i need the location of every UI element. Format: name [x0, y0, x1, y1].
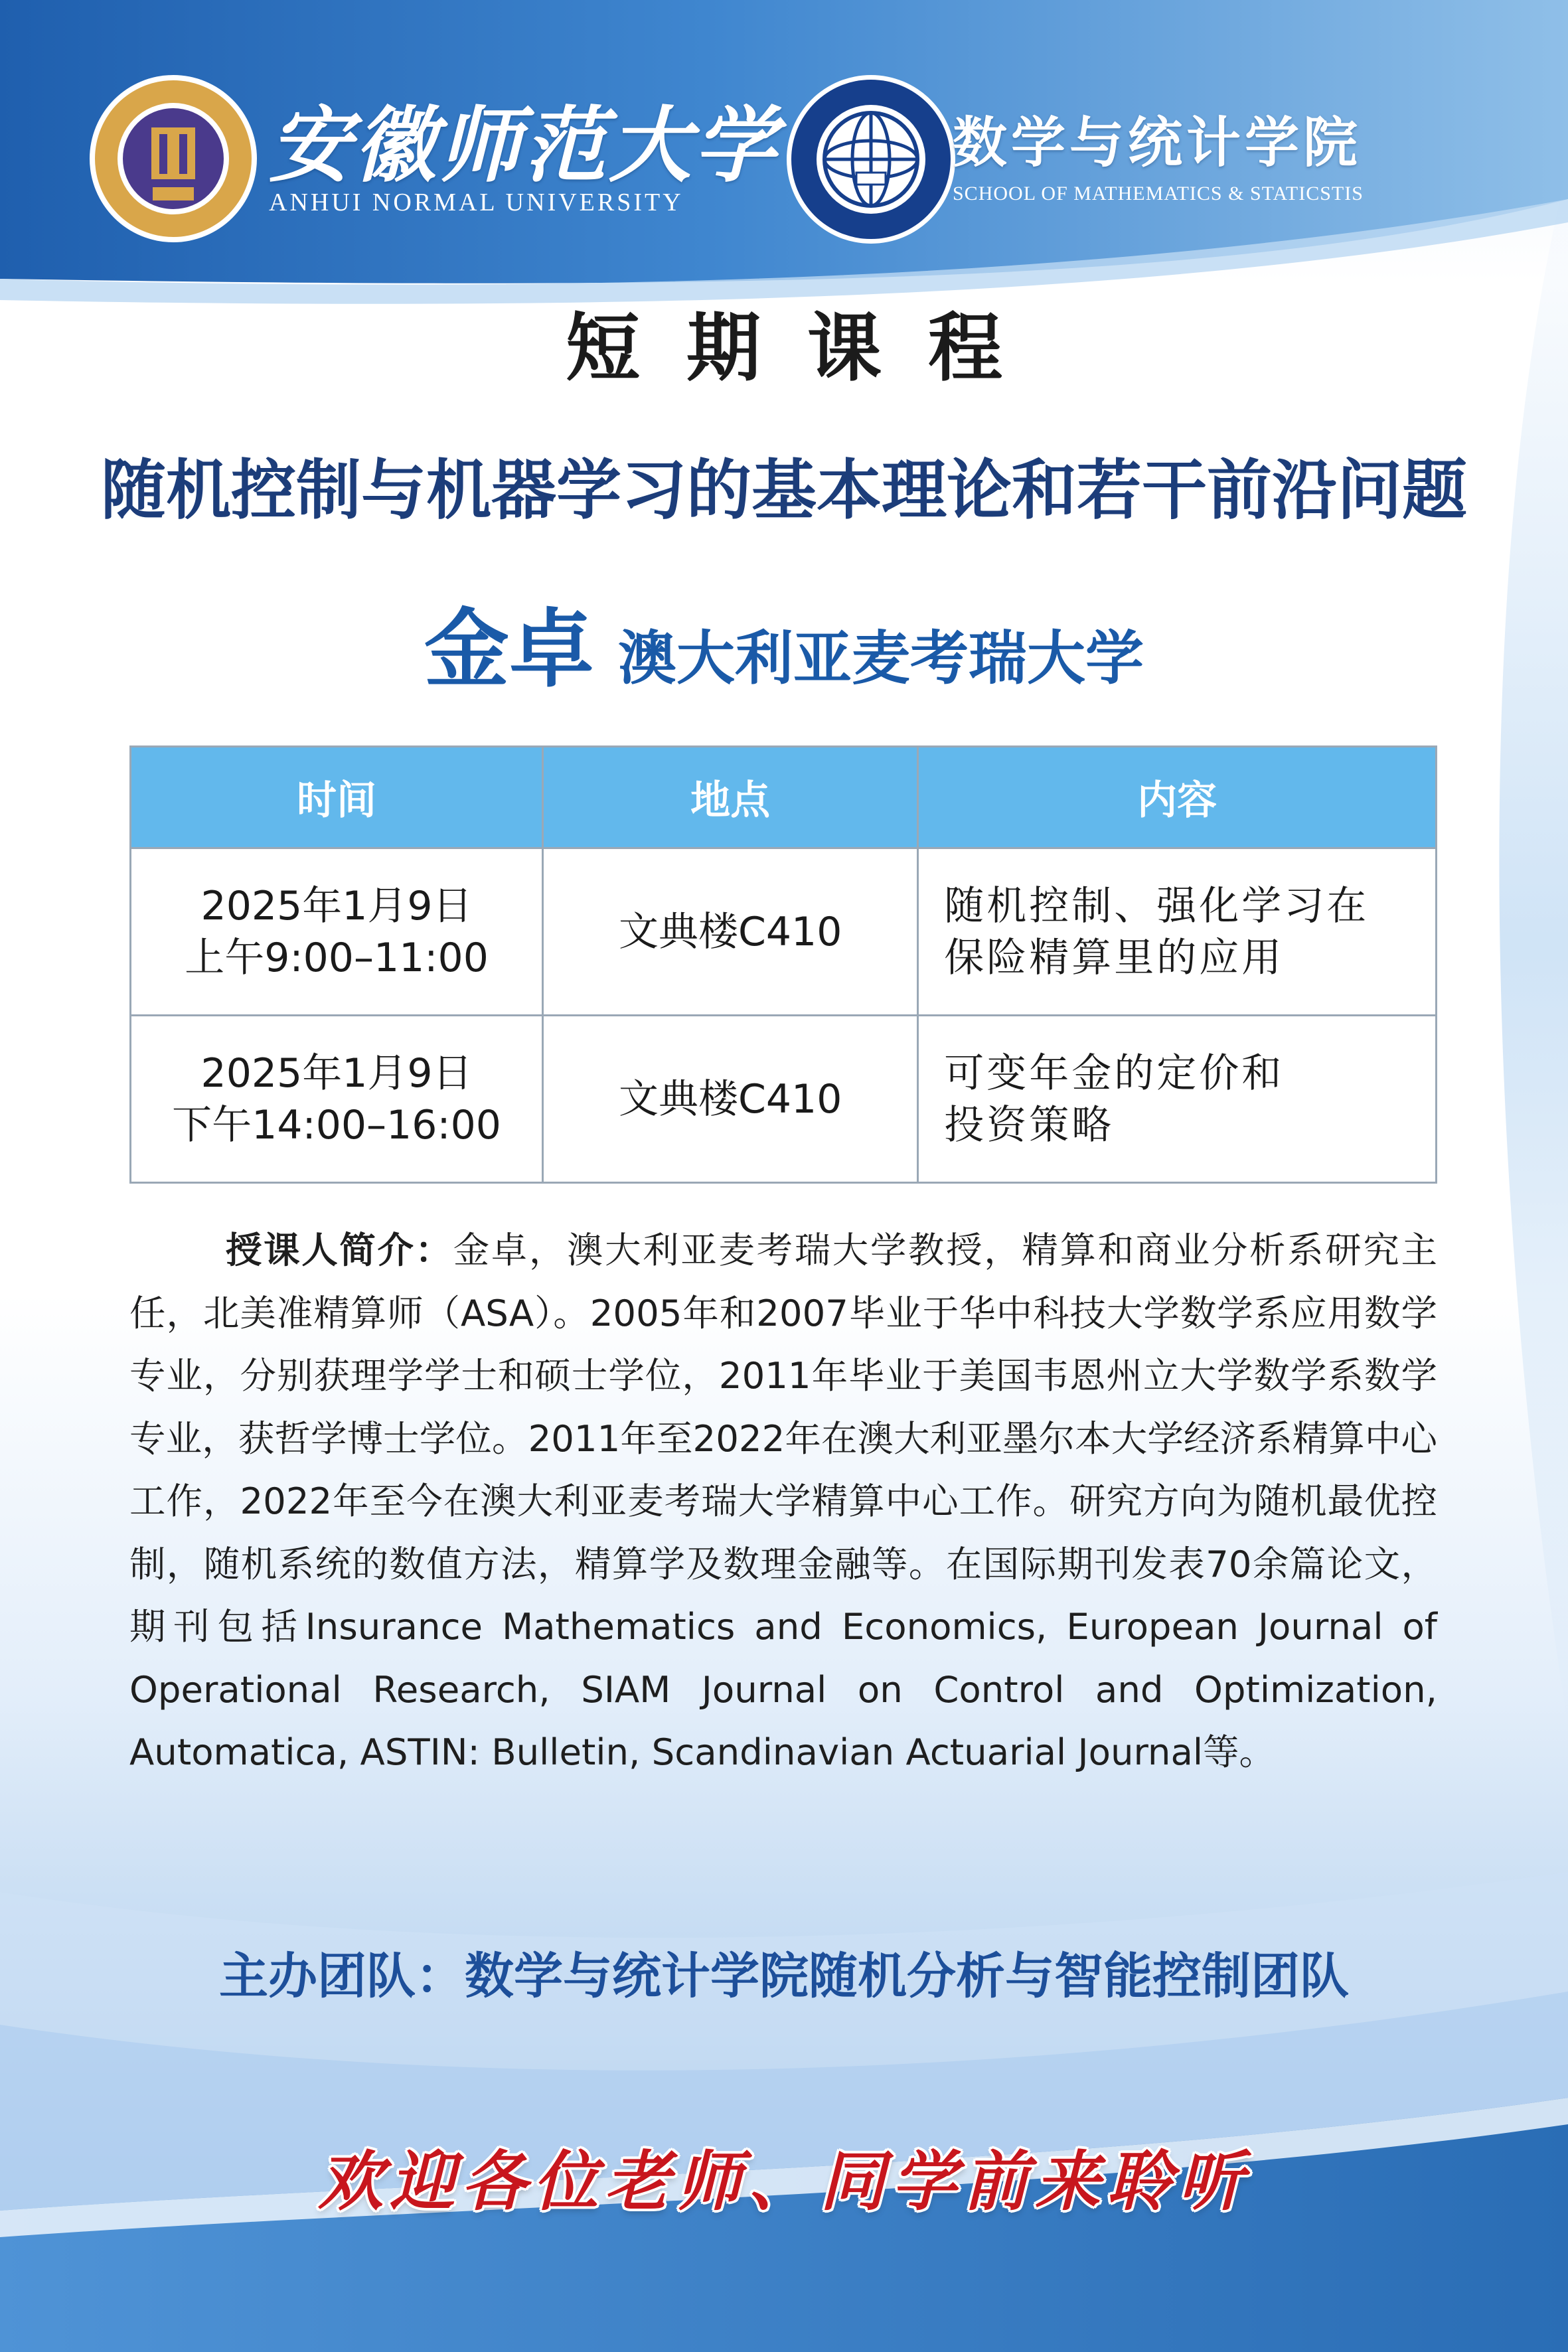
- cell-hours: 上午9:00–11:00: [185, 934, 489, 981]
- header-time: 时间: [131, 747, 543, 848]
- cell-content-line: 投资策略: [944, 1101, 1115, 1148]
- cell-content: [918, 848, 1437, 1016]
- bio-text: 金卓，澳大利亚麦考瑞大学教授，精算和商业分析系研究主任，北美准精算师（ASA）。2005年和2007毕业于华中科技大学数学系应用数学专业，分别获理学学士和硕士学位，2011年毕业于美国韦恩州立大学数学系数学专业，获哲学博士学位。2011年至2022年在澳大利亚墨尔本大学经济系精算中心工作，2022年至今在澳大利亚麦考瑞大学精算中心工作。研究方向为随机最优控制，随机系统的数值方法，精算学及数理金融等。在国际期刊发表70余篇论文，期刊包括Insurance Mathematics and Economics, European Journal of Operational Research, SIAM Journal on Control and Optimization, Automatica, ASTIN: Bulletin, Scandinavian Actuarial Journal等。: [129, 1229, 1437, 1773]
- cell-content-line: 可变年金的定价和: [944, 1050, 1285, 1097]
- table-header-row: [131, 747, 1437, 848]
- cell-time: [131, 848, 543, 1016]
- university-name-en: ANHUI NORMAL UNIVERSITY: [269, 189, 684, 216]
- school-seal-logo: [785, 73, 957, 246]
- cell-content: [918, 1016, 1437, 1183]
- bio-label: 授课人简介：: [226, 1229, 453, 1271]
- cell-date: 2025年1月9日: [200, 882, 473, 929]
- speaker-affiliation: 澳大利亚麦考瑞大学: [618, 624, 1144, 692]
- cell-content-line: 保险精算里的应用: [944, 934, 1285, 981]
- cell-time: [131, 1016, 543, 1183]
- header-place: 地点: [543, 747, 918, 848]
- organizer: 主办团队：数学与统计学院随机分析与智能控制团队: [219, 1948, 1349, 2005]
- table-row: [131, 1016, 1437, 1183]
- cell-place: 文典楼C410: [543, 1016, 918, 1183]
- cell-content-line: 随机控制、强化学习在: [944, 882, 1370, 929]
- university-name-cn: 安徽师范大学: [269, 98, 779, 194]
- speaker-line: [0, 581, 1568, 703]
- speaker-name: 金卓: [424, 600, 594, 699]
- welcome-slogan: 欢迎各位老师、同学前来聆听: [317, 2144, 1250, 2220]
- course-title: 随机控制与机器学习的基本理论和若干前沿问题: [100, 453, 1467, 528]
- school-name-en: SCHOOL OF MATHEMATICS & STATICSTIS: [953, 183, 1364, 204]
- speaker-bio: [129, 1219, 1437, 1784]
- school-name-cn: 数学与统计学院: [953, 112, 1362, 175]
- header-content: 内容: [918, 747, 1437, 848]
- cell-hours: 下午14:00–16:00: [172, 1101, 501, 1148]
- university-seal-logo: [88, 73, 259, 244]
- cell-place: 文典楼C410: [543, 848, 918, 1016]
- schedule-table: [129, 745, 1437, 1184]
- course-type-title: 短期课程: [566, 305, 1049, 392]
- cell-date: 2025年1月9日: [200, 1050, 473, 1097]
- table-row: [131, 848, 1437, 1016]
